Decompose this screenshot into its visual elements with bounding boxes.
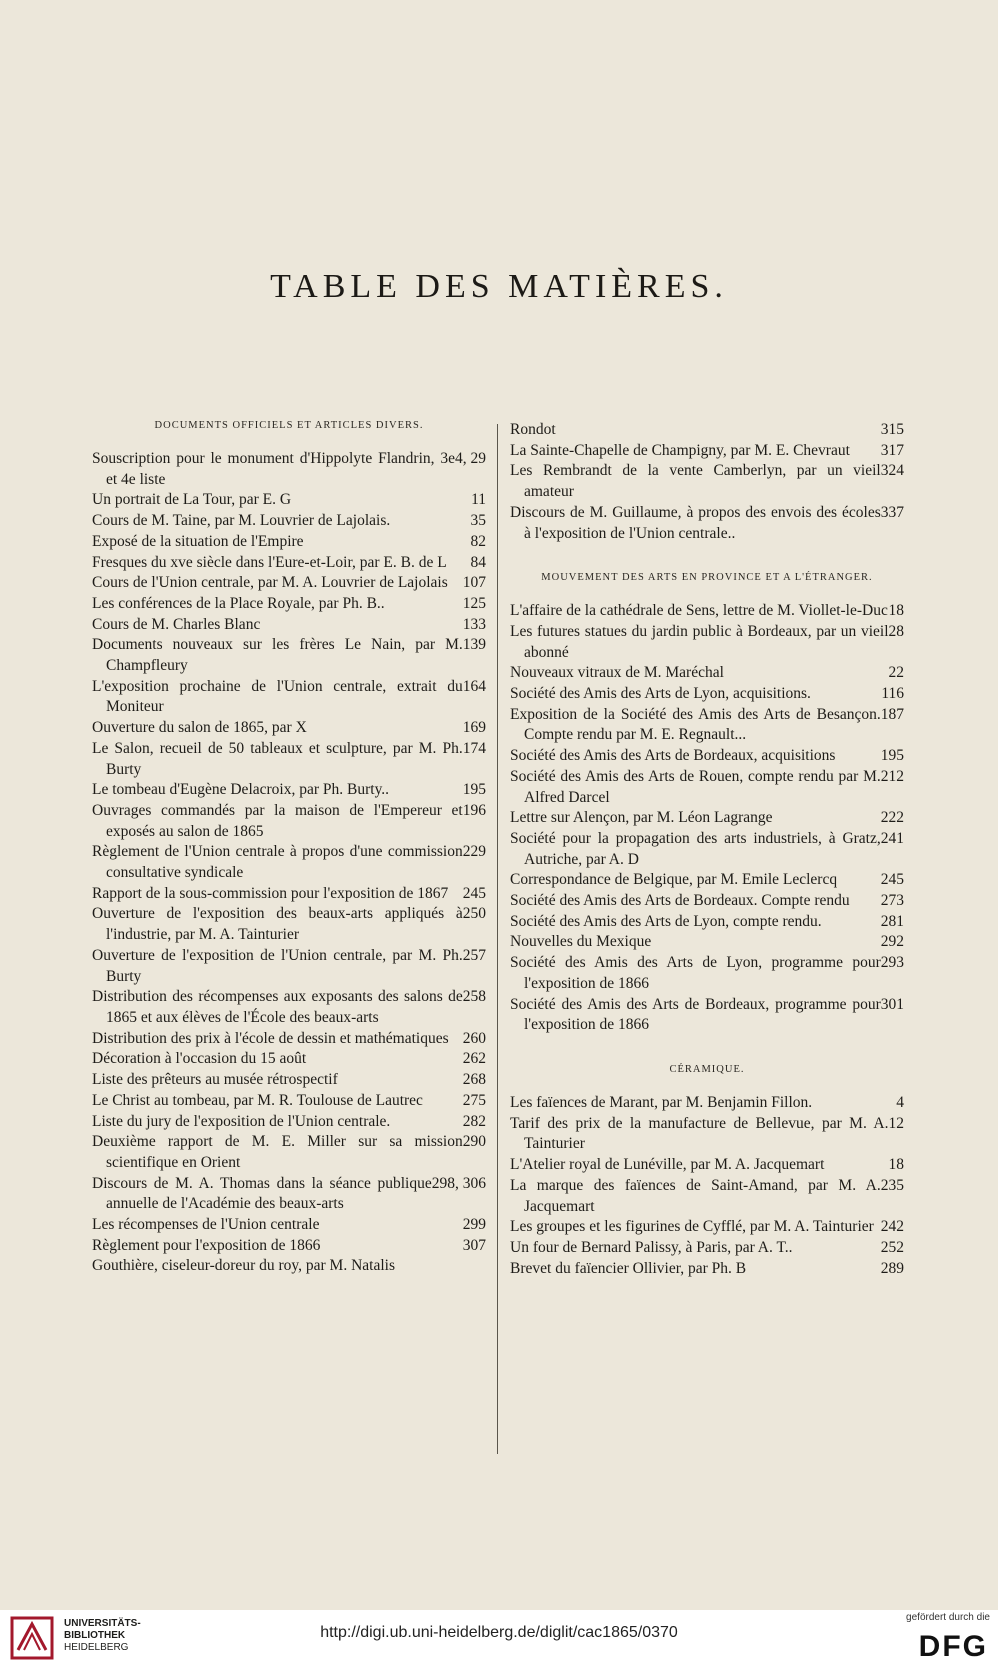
- column-divider: [497, 424, 498, 1454]
- toc-entry: [510, 767, 904, 808]
- toc-entry-text: Cours de l'Union centrale, par M. A. Louvrier de Lajolais: [92, 574, 448, 592]
- toc-entry: [510, 601, 904, 622]
- toc-entry-text: Deuxième rapport de M. E. Miller sur sa mission scientifique en Orient: [92, 1133, 463, 1171]
- toc-entry: [92, 1112, 486, 1133]
- toc-entry-text: Un four de Bernard Palissy, à Paris, par A. T..: [510, 1238, 793, 1256]
- toc-entry-text: Lettre sur Alençon, par M. Léon Lagrange: [510, 809, 773, 827]
- toc-entry-text: Brevet du faïencier Ollivier, par Ph. B: [510, 1259, 747, 1277]
- toc-page-number: 317: [880, 441, 904, 459]
- toc-entry: [92, 1132, 486, 1173]
- toc-entry-text: Cours de M. Taine, par M. Louvrier de Lajolais.: [92, 512, 391, 530]
- funding-note: gefördert durch die: [906, 1612, 990, 1623]
- toc-entry-text: Les conférences de la Place Royale, par Ph. B..: [92, 594, 385, 612]
- toc-entry-text: Exposition de la Société des Amis des Arts de Besançon. Compte rendu par M. E. Regnault...: [510, 705, 881, 744]
- toc-entry-text: Discours de M. A. Thomas dans la séance publique annuelle de l'Académie des beaux-arts: [92, 1174, 432, 1213]
- toc-entry-text: Société des Amis des Arts de Lyon, acquisitions.: [510, 685, 811, 703]
- toc-entry-text: Société pour la propagation des arts industriels, à Gratz, Autriche, par A. D: [510, 829, 881, 868]
- toc-entry-text: L'affaire de la cathédrale de Sens, lettre de M. Viollet-le-Duc: [510, 602, 888, 620]
- toc-entry-text: Distribution des récompenses aux exposants des salons de 1865 et aux élèves de l'École des beaux-arts: [92, 988, 463, 1026]
- toc-entry-text: Règlement pour l'exposition de 1866: [92, 1236, 321, 1254]
- toc-page-number: 282: [462, 1112, 486, 1130]
- toc-page-number: 84: [470, 553, 486, 571]
- entry-list-continued: [510, 420, 904, 544]
- toc-entry: [92, 511, 486, 532]
- toc-entry: [510, 1093, 904, 1114]
- toc-page-number: 250: [462, 905, 486, 923]
- toc-page-number: 82: [470, 532, 486, 550]
- toc-entry-text: La marque des faïences de Saint-Amand, par M. A. Jacquemart: [510, 1176, 881, 1215]
- toc-page-number: 196: [462, 801, 486, 819]
- toc-entry: [92, 1215, 486, 1236]
- toc-entry: [510, 829, 904, 870]
- toc-page-number: 298, 306: [431, 1174, 486, 1192]
- source-url[interactable]: http://digi.ub.uni-heidelberg.de/diglit/cac1865/0370: [320, 1624, 678, 1641]
- toc-entry: [510, 1217, 904, 1238]
- toc-entry-text: Société des Amis des Arts de Rouen, compte rendu par M. Alfred Darcel: [510, 767, 881, 806]
- toc-entry: [510, 441, 904, 462]
- toc-entry: [92, 490, 486, 511]
- toc-entry: [92, 635, 486, 676]
- toc-page-number: 28: [888, 622, 904, 640]
- toc-entry: [92, 594, 486, 615]
- toc-entry: [510, 1114, 904, 1155]
- toc-entry-text: Liste du jury de l'exposition de l'Union centrale.: [92, 1112, 391, 1130]
- toc-entry: [510, 420, 904, 441]
- toc-entry: [92, 1049, 486, 1070]
- section-heading-documents: DOCUMENTS OFFICIELS ET ARTICLES DIVERS.: [154, 420, 424, 431]
- toc-entry: [510, 932, 904, 953]
- page-title: TABLE DES MATIÈRES.: [270, 268, 728, 305]
- toc-page-number: 164: [462, 677, 486, 695]
- toc-entry: [510, 995, 904, 1036]
- toc-page-number: 293: [880, 954, 904, 972]
- toc-page-number: 260: [462, 1029, 486, 1047]
- toc-page-number: 4, 29: [455, 450, 486, 467]
- toc-entry-text: Correspondance de Belgique, par M. Emile Leclercq: [510, 871, 838, 889]
- toc-entry-text: Société des Amis des Arts de Bordeaux. Compte rendu: [510, 892, 850, 910]
- entry-list-documents: [92, 449, 486, 1277]
- toc-entry: [92, 1174, 486, 1215]
- toc-entry-text: Cours de M. Charles Blanc: [92, 615, 261, 633]
- toc-entry-text: La Sainte-Chapelle de Champigny, par M. E. Chevraut: [510, 441, 850, 459]
- toc-entry: [92, 1236, 486, 1257]
- toc-page-number: 235: [880, 1176, 904, 1194]
- toc-page-number: 252: [880, 1238, 904, 1256]
- toc-entry: [92, 449, 486, 490]
- toc-page-number: 12: [888, 1114, 904, 1132]
- toc-entry-text: Le Christ au tombeau, par M. R. Toulouse de Lautrec: [92, 1091, 423, 1109]
- toc-entry: [92, 842, 486, 883]
- toc-page-number: 229: [462, 843, 486, 861]
- toc-entry: [92, 573, 486, 594]
- toc-entry-text: Ouverture de l'exposition des beaux-arts appliqués à l'industrie, par M. A. Tainturier: [92, 905, 463, 944]
- toc-entry-text: Société des Amis des Arts de Bordeaux, programme pour l'exposition de 1866: [510, 995, 881, 1034]
- toc-entry-text: Souscription pour le monument d'Hippolyte Flandrin, 3e et 4e liste: [92, 450, 455, 488]
- toc-page-number: 11: [471, 491, 486, 509]
- toc-entry: [510, 870, 904, 891]
- univ-line-3: HEIDELBERG: [64, 1642, 129, 1653]
- entry-list-ceramique: [510, 1093, 904, 1279]
- toc-entry: [92, 553, 486, 574]
- toc-entry-text: Ouverture du salon de 1865, par X: [92, 719, 307, 737]
- toc-page-number: 315: [880, 421, 904, 438]
- toc-page-number: 262: [462, 1050, 486, 1068]
- toc-page-number: 195: [462, 781, 486, 799]
- toc-entry-text: Tarif des prix de la manufacture de Bellevue, par M. A. Tainturier: [510, 1114, 889, 1153]
- toc-entry-text: Société des Amis des Arts de Lyon, programme pour l'exposition de 1866: [510, 954, 881, 992]
- toc-entry-text: Rapport de la sous-commission pour l'exposition de 1867: [92, 884, 449, 902]
- toc-entry: [92, 801, 486, 842]
- toc-entry: [510, 746, 904, 767]
- toc-entry: [92, 677, 486, 718]
- toc-entry-text: Distribution des prix à l'école de dessin et mathématiques: [92, 1029, 449, 1047]
- toc-entry: [92, 884, 486, 905]
- toc-entry: [510, 953, 904, 994]
- toc-page-number: 299: [462, 1216, 486, 1234]
- toc-entry-text: Ouvrages commandés par la maison de l'Empereur et exposés au salon de 1865: [92, 801, 463, 840]
- toc-page-number: 301: [880, 995, 904, 1013]
- toc-entry-text: Documents nouveaux sur les frères Le Nain, par M. Champfleury: [92, 636, 463, 675]
- toc-entry: [510, 622, 904, 663]
- toc-entry: [510, 912, 904, 933]
- toc-page-number: 268: [462, 1071, 486, 1089]
- toc-page-number: 169: [462, 719, 486, 737]
- toc-entry-text: Règlement de l'Union centrale à propos d'une commission consultative syndicale: [92, 843, 463, 882]
- toc-entry-text: Les Rembrandt de la vente Camberlyn, par un vieil amateur: [510, 462, 881, 501]
- toc-page-number: 212: [880, 767, 904, 785]
- toc-entry: [92, 780, 486, 801]
- toc-entry-text: Discours de M. Guillaume, à propos des envois des écoles à l'exposition de l'Union centrale..: [510, 503, 881, 542]
- toc-page-number: 281: [880, 912, 904, 930]
- toc-page-number: 187: [880, 705, 904, 723]
- toc-page-number: 257: [462, 946, 486, 964]
- toc-entry-text: Gouthière, ciseleur-doreur du roy, par M. Natalis: [92, 1257, 395, 1275]
- toc-entry: [510, 808, 904, 829]
- toc-entry-text: Fresques du xve siècle dans l'Eure-et-Loir, par E. B. de L: [92, 553, 447, 571]
- toc-entry-text: Les faïences de Marant, par M. Benjamin Fillon.: [510, 1093, 813, 1111]
- toc-entry-text: Décoration à l'occasion du 15 août: [92, 1050, 307, 1068]
- toc-page-number: 258: [462, 988, 486, 1006]
- section-heading-ceramique: CÉRAMIQUE.: [669, 1063, 745, 1075]
- toc-page-number: 292: [880, 933, 904, 951]
- toc-page-number: 18: [888, 602, 904, 620]
- toc-entry: [92, 532, 486, 553]
- toc-entry-text: Le Salon, recueil de 50 tableaux et sculpture, par M. Ph. Burty: [92, 739, 463, 778]
- toc-entry-text: Les groupes et les figurines de Cyfflé, par M. A. Tainturier: [510, 1218, 874, 1236]
- toc-entry-text: Société des Amis des Arts de Bordeaux, acquisitions: [510, 747, 836, 765]
- toc-entry: [510, 705, 904, 746]
- toc-page-number: 241: [880, 829, 904, 847]
- section-heading-mouvement: MOUVEMENT DES ARTS EN PROVINCE ET A L'ÉTRANGER.: [541, 572, 873, 584]
- toc-page-number: 337: [880, 503, 904, 521]
- toc-entry: [92, 946, 486, 987]
- entry-list-mouvement: [510, 601, 904, 1036]
- toc-page-number: 139: [462, 636, 486, 654]
- toc-page-number: 222: [880, 809, 904, 827]
- toc-entry: [510, 461, 904, 502]
- toc-page-number: 324: [880, 462, 904, 480]
- toc-entry: [510, 1238, 904, 1259]
- toc-entry: [92, 1091, 486, 1112]
- univ-line-1: UNIVERSITÄTS-: [64, 1618, 141, 1629]
- toc-page-number: 245: [880, 871, 904, 889]
- toc-page-number: 275: [462, 1091, 486, 1109]
- toc-page-number: 18: [888, 1156, 904, 1174]
- toc-page-number: 22: [888, 664, 904, 682]
- dfg-logo: DFG: [918, 1630, 988, 1663]
- toc-page-number: 4: [896, 1093, 904, 1111]
- toc-page-number: 116: [881, 685, 904, 703]
- left-column: [92, 420, 486, 1277]
- toc-page-number: 35: [470, 512, 486, 530]
- toc-page-number: 174: [462, 739, 486, 757]
- toc-entry: [92, 987, 486, 1028]
- toc-page-number: 242: [880, 1218, 904, 1236]
- toc-entry: [510, 1176, 904, 1217]
- toc-entry-text: Société des Amis des Arts de Lyon, compte rendu.: [510, 912, 822, 930]
- toc-entry: [510, 503, 904, 544]
- toc-entry-text: L'Atelier royal de Lunéville, par M. A. Jacquemart: [510, 1156, 825, 1174]
- toc-entry-text: Le tombeau d'Eugène Delacroix, par Ph. Burty..: [92, 781, 390, 799]
- toc-entry-text: L'exposition prochaine de l'Union centrale, extrait du Moniteur: [92, 677, 463, 716]
- toc-entry: [92, 739, 486, 780]
- toc-page-number: 125: [462, 594, 486, 612]
- toc-entry: [92, 1029, 486, 1050]
- toc-entry: [92, 904, 486, 945]
- toc-entry: [510, 663, 904, 684]
- toc-entry: [510, 684, 904, 705]
- toc-entry-text: Les futures statues du jardin public à Bordeaux, par un vieil abonné: [510, 622, 889, 661]
- toc-page-number: 107: [462, 574, 486, 592]
- toc-page-number: 133: [462, 615, 486, 633]
- toc-entry-text: Nouveaux vitraux de M. Maréchal: [510, 664, 724, 682]
- toc-page-number: 245: [462, 884, 486, 902]
- right-column: [510, 420, 904, 1279]
- toc-entry: [92, 1070, 486, 1091]
- toc-entry-text: Rondot: [510, 421, 556, 438]
- toc-page-number: 273: [880, 892, 904, 910]
- univ-line-2: BIBLIOTHEK: [64, 1630, 126, 1641]
- toc-entry-text: Nouvelles du Mexique: [510, 933, 652, 951]
- toc-page-number: 195: [880, 747, 904, 765]
- toc-page-number: 290: [462, 1133, 486, 1151]
- toc-entry-text: Liste des prêteurs au musée rétrospectif: [92, 1071, 338, 1089]
- toc-entry: [510, 1155, 904, 1176]
- toc-entry-text: Ouverture de l'exposition de l'Union centrale, par M. Ph. Burty: [92, 946, 463, 985]
- toc-entry-text: Un portrait de La Tour, par E. G: [92, 491, 292, 509]
- toc-entry: [92, 1256, 486, 1277]
- toc-page-number: 307: [462, 1236, 486, 1254]
- toc-page-number: 289: [880, 1259, 904, 1277]
- toc-entry: [92, 615, 486, 636]
- toc-entry: [92, 718, 486, 739]
- toc-entry-text: Les récompenses de l'Union centrale: [92, 1216, 320, 1234]
- toc-entry-text: Exposé de la situation de l'Empire: [92, 532, 304, 550]
- toc-entry: [510, 891, 904, 912]
- toc-entry: [510, 1259, 904, 1280]
